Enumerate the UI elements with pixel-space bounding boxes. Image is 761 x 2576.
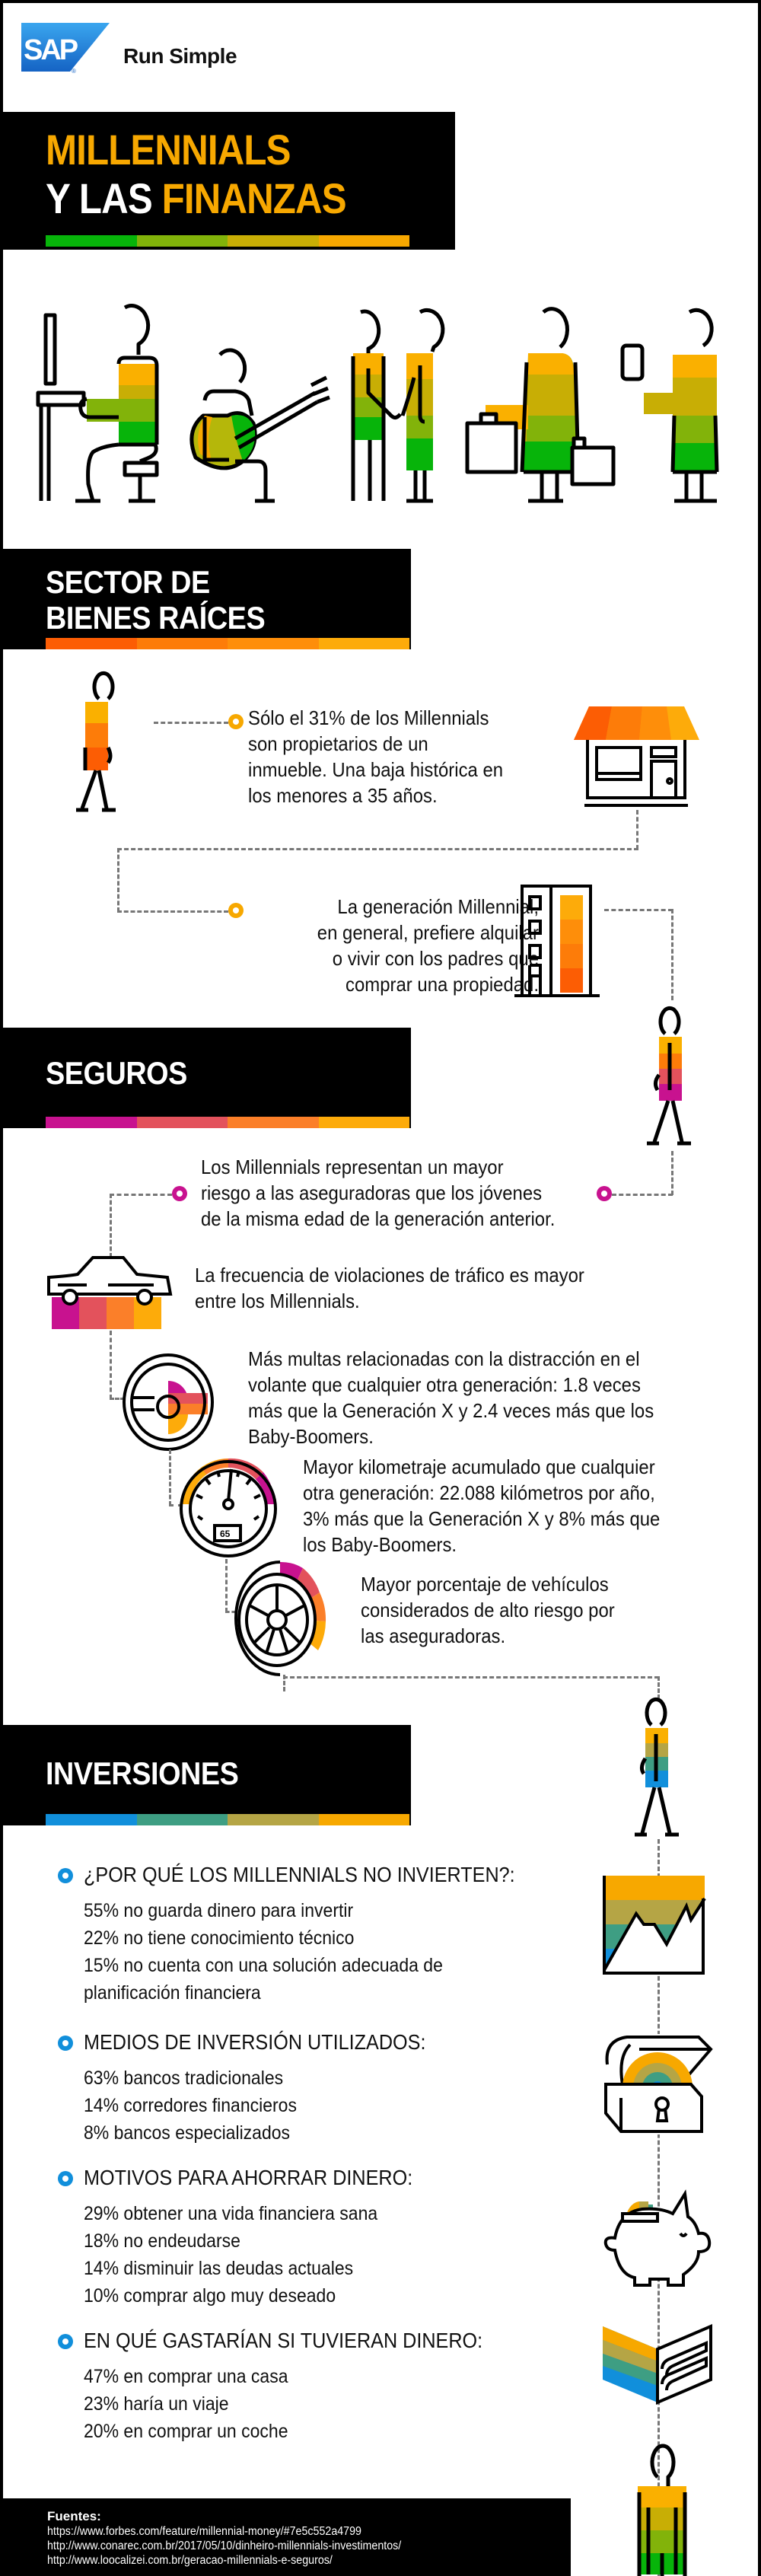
guitarist-icon xyxy=(192,350,330,501)
connector-line xyxy=(110,1194,172,1196)
connector-line xyxy=(671,1151,673,1195)
connector-line xyxy=(154,722,228,724)
title-color-bar xyxy=(46,235,409,247)
car-icon xyxy=(47,1255,174,1331)
section-title: INVERSIONES xyxy=(46,1755,239,1791)
svg-text:65: 65 xyxy=(220,1529,231,1539)
investments-heading-means: MEDIOS DE INVERSIÓN UTILIZADOS: xyxy=(84,2030,426,2054)
connector-line xyxy=(658,1676,660,1699)
bullet-dot xyxy=(58,1868,73,1883)
fact-homeownership: Sólo el 31% de los Millennials son propietarios de un inmueble. Una baja histórica en los menores a 35 años. xyxy=(248,706,504,807)
connector-line xyxy=(117,848,638,850)
section-title-line-2: BIENES RAÍCES xyxy=(46,600,266,636)
steering-wheel-icon xyxy=(121,1350,216,1451)
main-title-block xyxy=(0,112,455,250)
hero-illustration xyxy=(33,301,734,507)
source-link[interactable]: http://www.conarec.com.br/2017/05/10/dinheiro-millennials-investimentos/ xyxy=(47,2539,402,2552)
walking-person-icon xyxy=(639,1006,700,1151)
connector-line xyxy=(110,1194,112,1258)
section-header-insurance xyxy=(0,1028,411,1128)
connector-line xyxy=(169,1449,171,1506)
fact-high-risk-vehicles: Mayor porcentaje de vehículos considerados de alto riesgo por las aseguradoras. xyxy=(361,1573,615,1647)
section-title-line-1: SECTOR DE xyxy=(46,564,210,600)
wallet-icon xyxy=(603,2326,712,2402)
section-header-investments xyxy=(0,1725,411,1825)
investments-heading-savings: MOTIVOS PARA AHORRAR DINERO: xyxy=(84,2166,413,2189)
fact-mileage: Mayor kilometraje acumulado que cualquier otra generación: 22.088 kilómetros por año, 3% más que la Generación X y 8% más que los Baby-Boomers. xyxy=(303,1455,661,1556)
svg-text:®: ® xyxy=(72,68,76,75)
walking-person-icon xyxy=(626,1698,686,1842)
bullet-dot xyxy=(228,714,244,729)
building-icon xyxy=(514,885,601,999)
investments-list-why-not: 55% no guarda dinero para invertir 22% no tiene conocimiento técnico 15% no cuenta con una solución adecuada de planificación financiera xyxy=(84,1900,443,2004)
fact-renting: La generación Millennial, en general, prefiere alquilar o vivir con los padres que comprar una propiedad. xyxy=(317,895,539,996)
connector-line xyxy=(604,909,673,911)
person-at-computer-icon xyxy=(38,306,167,501)
bullet-dot xyxy=(58,2171,73,2186)
connector-line xyxy=(612,1194,673,1196)
connector-line xyxy=(117,848,119,912)
investments-list-means: 63% bancos tradicionales 14% corredores financieros 8% bancos especializados xyxy=(84,2067,297,2144)
speedometer-icon xyxy=(180,1455,279,1559)
sources-block xyxy=(0,2498,571,2576)
insurance-color-bar xyxy=(46,1117,409,1128)
fact-distraction-fines: Más multas relacionadas con la distracción en el volante que cualquier otra generación: 1.8 veces más que la Generación X y 2.4 veces más que los Baby-Boomers. xyxy=(248,1347,654,1448)
real-estate-color-bar xyxy=(46,638,409,649)
bullet-dot xyxy=(597,1186,612,1201)
source-link[interactable]: http://www.loocalizei.com.br/geracao-millennials-e-seguros/ xyxy=(47,2554,333,2567)
title-line-2: Y LAS FINANZAS xyxy=(46,174,346,222)
bullet-dot xyxy=(58,2334,73,2349)
connector-line xyxy=(117,910,228,913)
investments-list-savings: 29% obtener una vida financiera sana 18% no endeudarse 14% disminuir las deudas actuales 10% comprar algo muy deseado xyxy=(84,2203,378,2307)
connector-line xyxy=(283,1676,659,1679)
investments-color-bar xyxy=(46,1814,409,1825)
bullet-dot xyxy=(58,2036,73,2051)
connector-line xyxy=(636,810,638,850)
tire-icon xyxy=(231,1561,329,1676)
walking-person-icon xyxy=(73,671,134,816)
svg-text:SAP: SAP xyxy=(24,34,77,66)
woman-with-phone-icon xyxy=(622,310,717,501)
bullet-dot xyxy=(172,1186,187,1201)
bullet-dot xyxy=(228,903,244,918)
investments-list-spending: 47% en comprar una casa 23% haría un viaje 20% en comprar un coche xyxy=(84,2366,288,2442)
sap-logo xyxy=(21,23,125,75)
section-header-real-estate xyxy=(0,549,411,649)
connector-line xyxy=(671,909,673,1000)
woman-with-bags-icon xyxy=(467,309,613,501)
source-link[interactable]: https://www.forbes.com/feature/millennial-money/#7e5c552a4799 xyxy=(47,2525,361,2538)
standing-person-icon xyxy=(626,2439,694,2576)
sources-title: Fuentes: xyxy=(47,2509,101,2523)
title-line-1: MILLENNIALS xyxy=(46,126,291,174)
treasure-chest-icon xyxy=(600,2034,715,2134)
connector-line xyxy=(110,1331,112,1399)
connector-line xyxy=(225,1559,228,1612)
section-title: SEGUROS xyxy=(46,1055,187,1091)
couple-handshake-icon xyxy=(353,310,443,501)
investments-heading-why-not: ¿POR QUÉ LOS MILLENNIALS NO INVIERTEN?: xyxy=(84,1863,515,1886)
piggy-bank-icon xyxy=(597,2191,718,2282)
house-icon xyxy=(574,706,703,810)
investments-heading-spending: EN QUÉ GASTARÍAN SI TUVIERAN DINERO: xyxy=(84,2329,483,2352)
mountain-chart-icon xyxy=(604,1876,705,1975)
fact-insurance-risk: Los Millennials representan un mayor riesgo a las aseguradoras que los jóvenes de la misma edad de la generación anterior. xyxy=(201,1156,556,1230)
tagline: Run Simple xyxy=(123,44,237,68)
fact-traffic-violations: La frecuencia de violaciones de tráfico es mayor entre los Millennials. xyxy=(195,1264,584,1312)
